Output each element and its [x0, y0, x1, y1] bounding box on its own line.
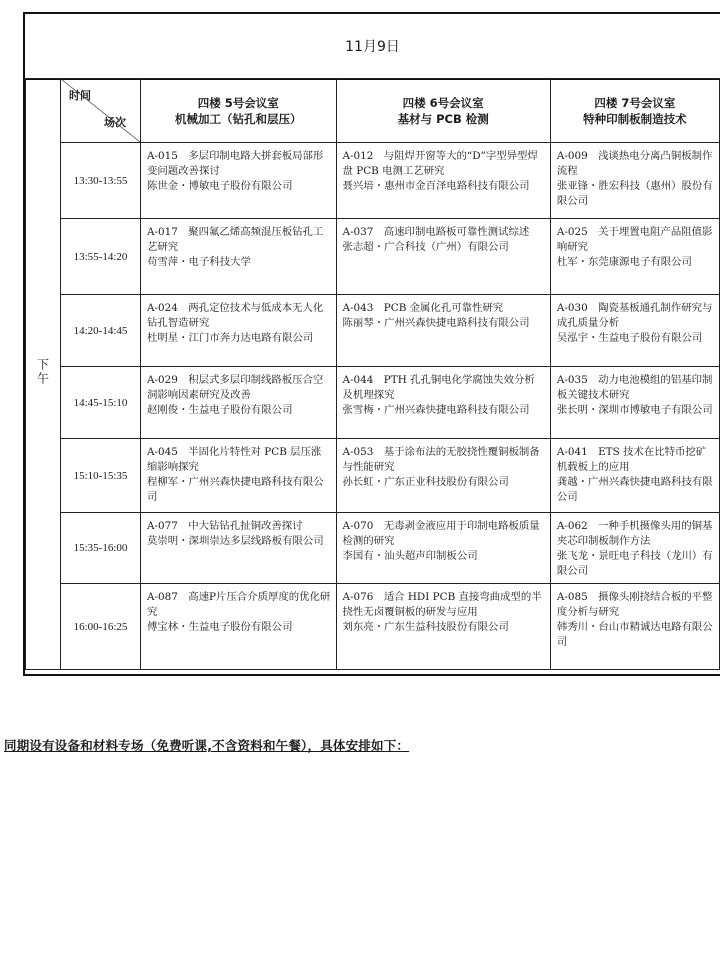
talk-cell — [336, 295, 550, 367]
room-header-5 — [141, 79, 337, 143]
talk-title: A-009 浅谈热电分离凸铜板制作流程 — [556, 150, 713, 177]
afternoon-cell — [26, 79, 61, 670]
talk-cell — [550, 513, 719, 584]
talk-title: A-043 PCB 金属化孔可靠性研究 — [342, 302, 504, 314]
talk-author: 傅宝林・生益电子股份有限公司 — [147, 621, 293, 633]
room-name: 四楼 5号会议室 — [197, 95, 279, 110]
talk-title: A-025 关于埋置电阻产品阻值影响研究 — [556, 226, 713, 253]
talk-cell — [141, 367, 337, 439]
table-row — [26, 513, 720, 584]
talk-cell — [336, 219, 550, 295]
table-row — [26, 584, 720, 670]
talk-title: A-037 高速印制电路板可靠性测试综述 — [342, 226, 530, 238]
talk-title: A-017 聚四氟乙烯高频混压板钻孔工艺研究 — [147, 226, 324, 253]
talk-cell — [336, 367, 550, 439]
footer-note: 同期设有设备和材料专场（免费听课,不含资料和午餐），具体安排如下： — [4, 738, 410, 753]
talk-author: 张飞龙・景旺电子科技（龙川）有限公司 — [556, 550, 713, 577]
talk-title: A-012 与阻焊开窗等大的“D”字型异型焊盘 PCB 电测工艺研究 — [342, 150, 538, 177]
talk-title: A-062 一种手机摄像头用的铜基夹芯印制板制作方法 — [556, 520, 713, 547]
room-name: 四楼 6号会议室 — [402, 95, 484, 110]
table-row — [26, 219, 720, 295]
talk-cell — [336, 513, 550, 584]
talk-author: 莫崇明・深圳崇达多层线路板有限公司 — [147, 535, 324, 547]
schedule-frame — [23, 12, 720, 676]
talk-cell — [336, 143, 550, 219]
talk-author: 杜军・东莞康源电子有限公司 — [556, 256, 692, 268]
time-label: 时间 — [69, 89, 91, 102]
talk-cell — [550, 295, 719, 367]
talk-author: 孙长虹・广东正业科技股份有限公司 — [342, 476, 509, 488]
schedule-table — [25, 78, 720, 670]
talk-author: 张志超・广合科技（广州）有限公司 — [342, 241, 509, 253]
talk-cell — [550, 439, 719, 513]
room-header-6 — [336, 79, 550, 143]
talk-cell — [141, 439, 337, 513]
talk-title: A-044 PTH 孔孔铜电化学腐蚀失效分析及机理探究 — [342, 374, 535, 401]
talk-author: 张雪梅・广州兴森快捷电路科技有限公司 — [342, 404, 530, 416]
table-row — [26, 295, 720, 367]
table-row — [26, 143, 720, 219]
room-name: 四楼 7号会议室 — [594, 95, 676, 110]
talk-cell — [141, 143, 337, 219]
talk-cell — [141, 295, 337, 367]
time-slot: 16:00-16:25 — [61, 584, 141, 670]
time-slot: 15:35-16:00 — [61, 513, 141, 584]
talk-author: 张亚锋・胜宏科技（惠州）股份有限公司 — [556, 180, 713, 207]
talk-cell — [550, 143, 719, 219]
talk-cell — [141, 219, 337, 295]
talk-cell — [141, 513, 337, 584]
time-slot: 14:45-15:10 — [61, 367, 141, 439]
talk-author: 吴泓宇・生益电子股份有限公司 — [556, 332, 703, 344]
date-header: 11月9日 — [25, 14, 720, 80]
talk-author: 程柳军・广州兴森快捷电路科技有限公司 — [147, 476, 324, 503]
talk-author: 李国有・汕头超声印制板公司 — [342, 550, 478, 562]
table-row — [26, 439, 720, 513]
talk-cell — [550, 367, 719, 439]
talk-author: 韩秀川・台山市精诚达电路有限公司 — [556, 621, 713, 648]
talk-cell — [336, 584, 550, 670]
talk-cell — [550, 219, 719, 295]
talk-author: 苟雪萍・电子科技大学 — [147, 256, 251, 268]
talk-cell — [336, 439, 550, 513]
room-topic: 机械加工（钻孔和层压） — [175, 111, 302, 126]
talk-cell — [141, 584, 337, 670]
afternoon-label: 下午 — [35, 358, 50, 386]
time-slot: 13:55-14:20 — [61, 219, 141, 295]
table-row — [26, 367, 720, 439]
diagonal-header — [61, 79, 140, 142]
talk-title: A-070 无毒剥金液应用于印制电路板质量检测的研究 — [342, 520, 540, 547]
talk-author: 赵刚俊・生益电子股份有限公司 — [147, 404, 293, 416]
talk-author: 刘东亮・广东生益科技股份有限公司 — [342, 621, 509, 633]
talk-author: 龚越・广州兴森快捷电路科技有限公司 — [556, 476, 713, 503]
talk-title: A-015 多层印制电路大拼套板局部形变问题改善探讨 — [147, 150, 324, 177]
talk-title: A-077 中大钻钻孔扯铜改善探讨 — [147, 520, 303, 532]
room-header-7 — [550, 79, 719, 143]
talk-author: 聂兴培・惠州市金百泽电路科技有限公司 — [342, 180, 530, 192]
talk-title: A-087 高速P片压合介质厚度的优化研究 — [147, 591, 331, 618]
room-topic: 基材与 PCB 检测 — [397, 111, 489, 126]
session-label: 场次 — [104, 116, 126, 129]
talk-title: A-045 半固化片特性对 PCB 层压涨缩影响探究 — [147, 446, 322, 473]
time-slot: 15:10-15:35 — [61, 439, 141, 513]
talk-title: A-053 基于涂布法的无胶挠性覆铜板制备与性能研究 — [342, 446, 540, 473]
time-slot: 13:30-13:55 — [61, 143, 141, 219]
talk-author: 张长明・深圳市博敏电子有限公司 — [556, 404, 713, 416]
talk-author: 杜明星・江门市奔力达电路有限公司 — [147, 332, 314, 344]
talk-title: A-030 陶瓷基板通孔制作研究与成孔质量分析 — [556, 302, 713, 329]
talk-title: A-076 适合 HDI PCB 直接弯曲成型的半挠性无卤覆铜板的研发与应用 — [342, 591, 542, 618]
talk-cell — [550, 584, 719, 670]
talk-author: 陈丽琴・广州兴森快捷电路科技有限公司 — [342, 317, 530, 329]
corner-cell — [61, 79, 141, 143]
talk-title: A-041 ETS 技术在比特币挖矿机载板上的应用 — [556, 446, 707, 473]
talk-title: A-029 积层式多层印制线路板压合空洞影响因素研究及改善 — [147, 374, 324, 401]
talk-title: A-035 动力电池模组的铝基印制板关键技术研究 — [556, 374, 713, 401]
talk-title: A-085 摄像头刚挠结合板的平整度分析与研究 — [556, 591, 713, 618]
header-row — [26, 79, 720, 143]
room-topic: 特种印制板制造技术 — [583, 111, 687, 126]
talk-author: 陈世金・博敏电子股份有限公司 — [147, 180, 293, 192]
talk-title: A-024 两孔定位技术与低成本无人化钻孔智造研究 — [147, 302, 324, 329]
time-slot: 14:20-14:45 — [61, 295, 141, 367]
